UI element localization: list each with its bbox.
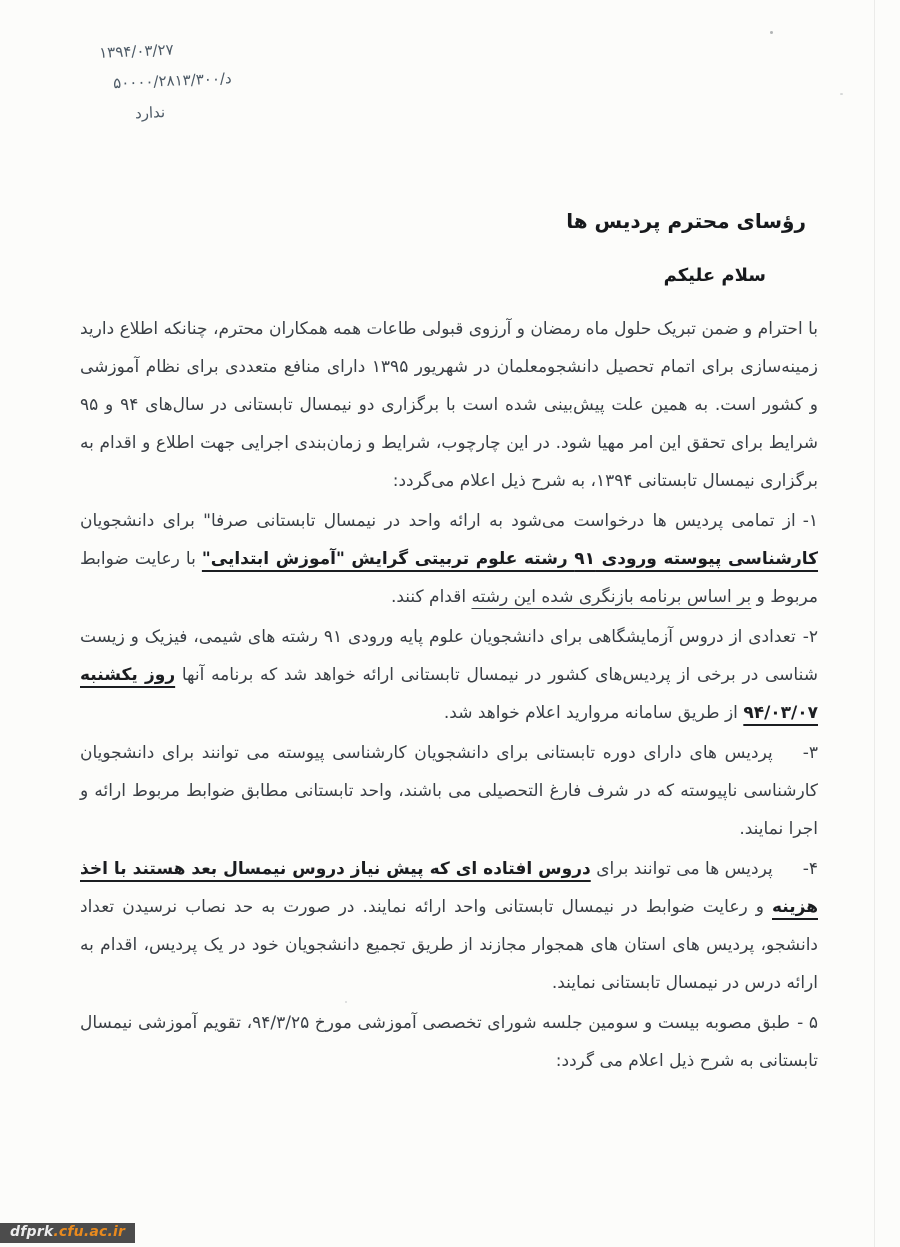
item-segment: از تمامی پردیس ها درخواست می‌شود به ارائه واحد در نیمسال تابستانی صرفا" برای دانشجویان [80, 511, 796, 531]
numbered-item-2 [80, 618, 818, 732]
item-marker: ۱- [802, 511, 818, 531]
numbered-items [80, 502, 818, 1080]
scan-speck [770, 31, 773, 34]
item-marker: ۲- [802, 627, 818, 647]
numbered-item-1 [80, 502, 818, 616]
item-marker: ۴- [802, 859, 819, 879]
item-segment: روز یکشنبه ۹۴/۰۳/۰۷ [80, 665, 818, 723]
item-segment: و رعایت ضوابط در نیمسال تابستانی واحد ارائه نمایند. در صورت به حد نصاب نرسیدن تعداد دانشجو، پردیس های استان های همجوار مجازند از طریق تجمیع دانشجویان خود در یک پردیس، اقدام به ارائه درس در نیمسال تابستانی نمایند. [80, 897, 818, 993]
watermark-site-suffix: .cfu.ac.ir [53, 1224, 126, 1240]
salutation: سلام علیکم [663, 265, 766, 286]
numbered-item-4 [80, 850, 818, 1002]
item-segment: با رعایت ضوابط مربوط و [80, 549, 818, 607]
item-segment: طبق مصوبه بیست و سومین جلسه شورای تخصصی آموزشی مورخ ۹۴/۳/۲۵، تقویم آموزشی نیمسال تابستانی به شرح ذیل اعلام می گردد: [80, 1013, 818, 1071]
item-segment: اقدام کنند. [390, 587, 472, 607]
item-segment: کارشناسی پیوسته ورودی ۹۱ رشته علوم تربیتی گرایش "آموزش ابتدایی" [201, 549, 819, 569]
item-segment: تعدادی از دروس آزمایشگاهی برای دانشجویان علوم پایه ورودی ۹۱ رشته های شیمی، فیزیک و زیست شناسی در برخی از پردیس‌های کشور در نیمسال تابستانی ارائه خواهد شد که برنامه آنها [80, 627, 818, 685]
numbered-item-3 [80, 734, 818, 848]
item-segment: پردیس ها می توانند برای [590, 859, 773, 879]
letter-body [80, 208, 818, 1082]
scan-speck [840, 93, 843, 95]
stamp-date: ۱۳۹۴/۰۳/۲۷ [98, 40, 175, 62]
item-marker: ۵ - [797, 1013, 818, 1033]
watermark-badge [0, 1223, 135, 1243]
intro-paragraph: با احترام و ضمن تبریک حلول ماه رمضان و آرزوی قبولی طاعات همه همکاران محترم، چنانکه اطلاع دارید زمینه‌سازی برای اتمام تحصیل دانشجومعلمان در شهریور ۱۳۹۵ دارای منافع متعددی برای نظام آموزشی و کشور است. به همین علت پیش‌بینی شده است با برگزاری دو نیمسال تابستانی در سال‌های ۹۴ و ۹۵ شرایط برای تحقق این امر مهیا شود. در این چارچوب، شرایط و زمان‌بندی اجرایی جهت اطلاع و اقدام به برگزاری نیمسال تابستانی ۱۳۹۴، به شرح ذیل اعلام می‌گردد: [80, 319, 818, 491]
item-segment: دروس افتاده ای که پیش نیاز دروس نیمسال بعد هستند با اخذ هزینه [80, 859, 818, 917]
registration-stamp [50, 38, 234, 139]
scan-edge-line [874, 0, 875, 1247]
item-marker: ۳- [802, 743, 818, 763]
item-segment: بر اساس برنامه بازنگری شده این رشته [471, 587, 752, 607]
letter-heading: رؤسای محترم پردیس ها [566, 209, 806, 233]
item-segment: از طریق سامانه مروارید اعلام خواهد شد. [443, 703, 744, 723]
watermark-site-prefix: dfprk [10, 1224, 54, 1240]
stamp-attachment: ندارد [134, 103, 166, 123]
item-segment: پردیس های دارای دوره تابستانی برای دانشجویان کارشناسی پیوسته می توانند برای دانشجویان کارشناسی ناپیوسته که در شرف فارغ التحصیلی می باشند، واحد تابستانی مطابق ضوابط مربوط ارائه و اجرا نمایند. [80, 743, 818, 839]
stamp-number: د/۵۰۰۰۰/۲۸۱۳/۳۰۰ [112, 69, 233, 93]
numbered-item-5 [80, 1004, 818, 1080]
